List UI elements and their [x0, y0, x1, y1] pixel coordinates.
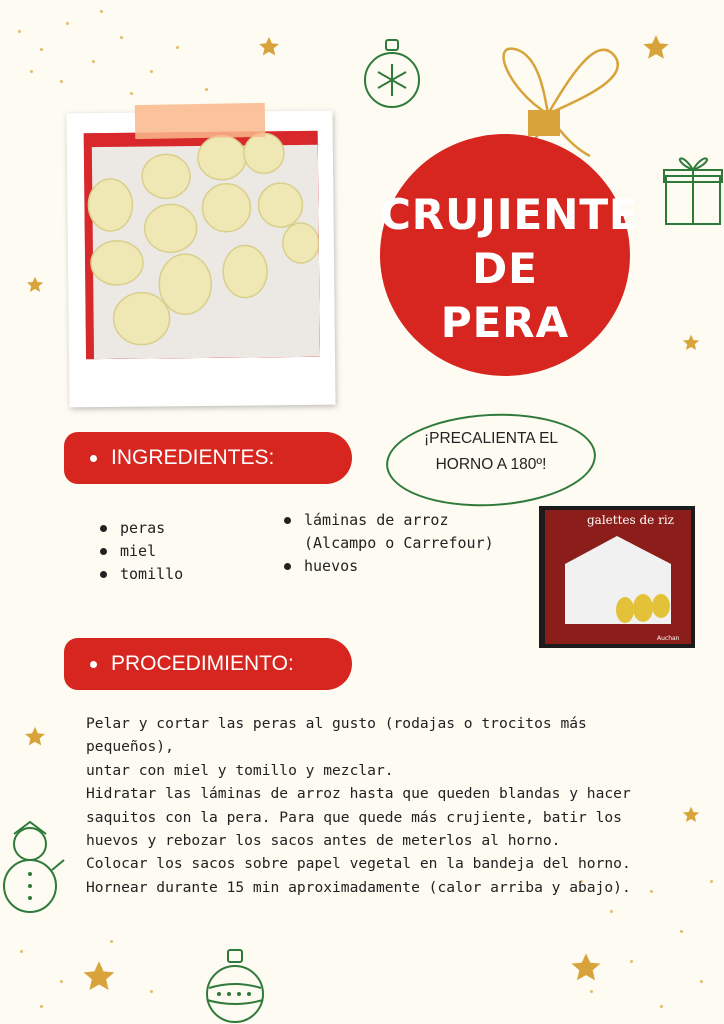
list-item-line: (Alcampo o Carrefour) — [304, 534, 494, 552]
procedure-line: Colocar los sacos sobre papel vegetal en la bandeja del horno. — [86, 855, 631, 873]
tape-strip — [135, 103, 266, 139]
decorative-dots-top-left — [0, 0, 230, 110]
star-icon — [26, 276, 44, 294]
procedure-line: Pelar y cortar las peras al gusto (rodajas o trocitos más pequeños), — [86, 715, 587, 756]
star-icon — [24, 726, 46, 748]
procedure-text — [86, 712, 656, 899]
ingredients-heading — [64, 432, 352, 484]
rice-paper-package-icon — [539, 506, 695, 648]
ingredients-heading-text: INGREDIENTES: — [111, 446, 275, 469]
recipe-photo — [84, 131, 320, 359]
procedure-line: huevos y rebozar los sacos antes de meterlos al horno. — [86, 832, 561, 850]
list-item — [282, 555, 494, 578]
star-icon — [642, 34, 670, 62]
procedure-line: Hornear durante 15 min aproximadamente (calor arriba y abajo). — [86, 878, 631, 896]
snowflake-ornament-icon — [360, 36, 424, 112]
list-item — [282, 509, 494, 555]
bullet-dot — [90, 661, 97, 668]
pear-rice-parcels-photo-icon — [84, 131, 320, 359]
page-title: CRUJIENTE DE PERA — [380, 190, 639, 347]
recipe-photo-frame — [66, 111, 335, 408]
star-icon — [570, 952, 602, 984]
preheat-note: ¡PRECALIENTA EL HORNO A 180º! — [423, 430, 559, 473]
bullet-dot — [90, 455, 97, 462]
procedure-line: saquitos con la pera. Para que quede más crujiente, batir los — [86, 808, 622, 826]
gift-box-icon — [662, 146, 724, 228]
star-icon — [82, 960, 116, 994]
rice-paper-product-photo — [539, 506, 695, 648]
list-item: peras — [98, 517, 183, 540]
product-brand-text: galettes de riz — [587, 513, 674, 527]
procedure-heading — [64, 638, 352, 690]
ingredients-list-column-1 — [98, 517, 183, 586]
star-icon — [682, 806, 700, 824]
star-icon — [258, 36, 280, 58]
ornament-icon — [204, 948, 268, 1024]
list-item-line: huevos — [304, 557, 359, 575]
list-item: miel — [98, 540, 183, 563]
procedure-line: Hidratar las láminas de arroz hasta que queden blandas y hacer — [86, 785, 631, 803]
star-icon — [682, 334, 700, 352]
procedure-heading-text: PROCEDIMIENTO: — [111, 652, 294, 675]
ingredients-list-column-2 — [282, 509, 494, 578]
procedure-line: untar con miel y tomillo y mezclar. — [86, 761, 394, 779]
list-item-line: láminas de arroz — [304, 511, 449, 529]
list-item: tomillo — [98, 563, 183, 586]
snowman-icon — [0, 820, 66, 916]
product-store-text: Auchan — [657, 635, 680, 642]
